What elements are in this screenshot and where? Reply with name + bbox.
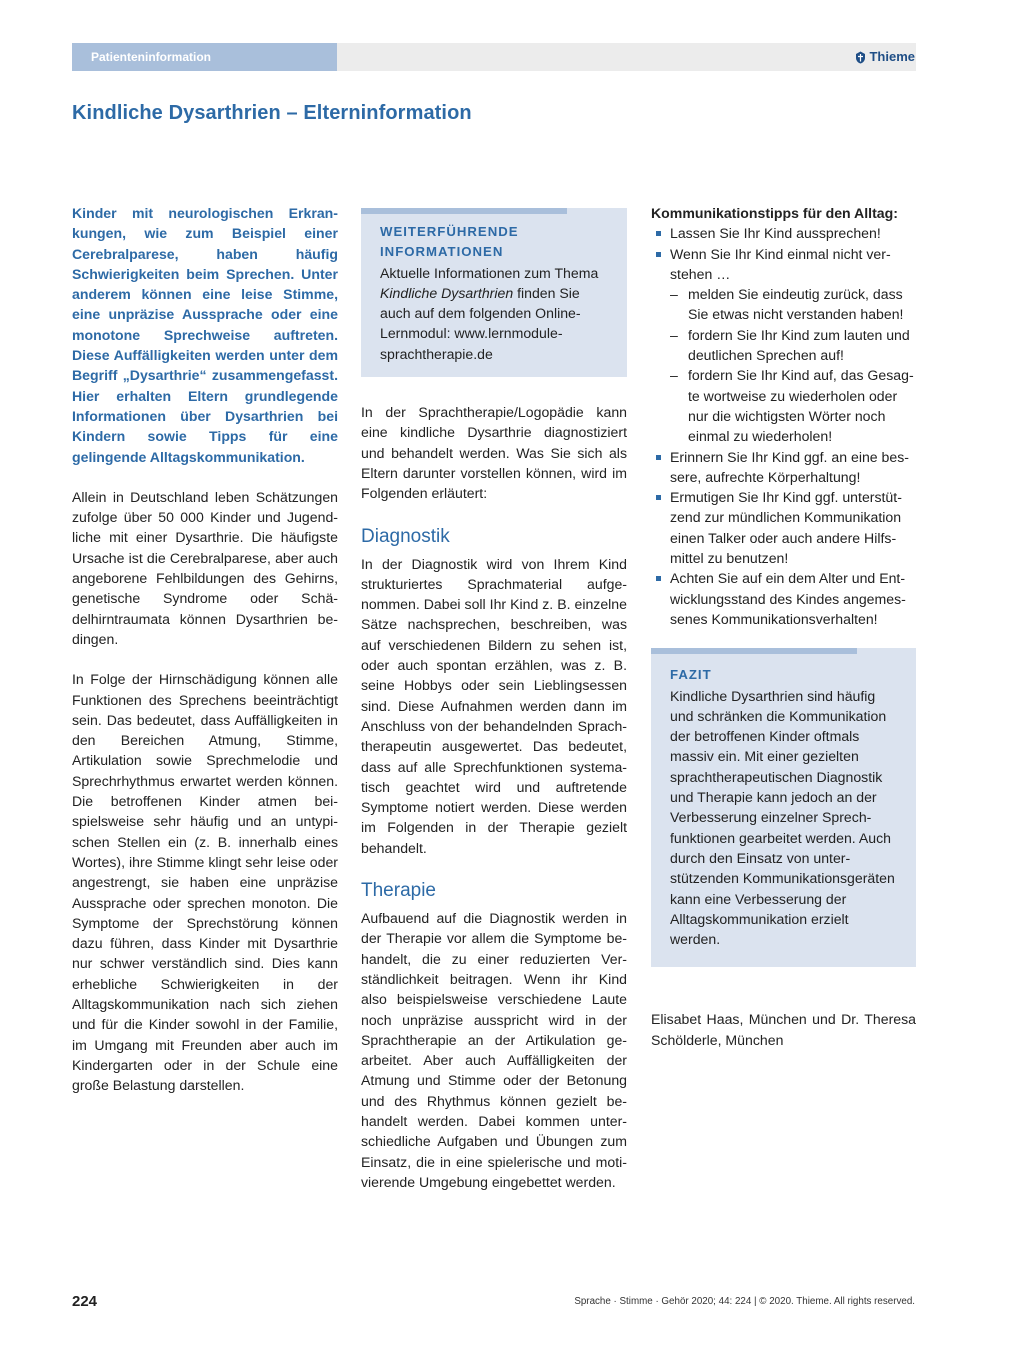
thieme-emblem-icon xyxy=(855,51,866,64)
therapie-paragraph: Aufbauend auf die Diagnostik werden in der Therapie vor allem die Symptome behandelt, die zu einer reduzierten Verständlichkeit beitragen. Wenn ihr Kind also beispielsweise verschiedene Laute noch unpräzise ausspricht wird in der Sprachtherapie an der Artikulation gearbeitet. Aber auch Auffälligkeiten der Atmung und Stimme oder der Betonung und des Rhythmus können gezielt behandelt werden. Dabei kommen unterschiedliche Aufgaben und Übungen zum Einsatz, die in eine spielerische und motivierende Umgebung eingebettet werden. xyxy=(361,910,627,1190)
info-box-text-part: Aktuelle Informationen zum Thema xyxy=(380,264,599,281)
authors: Elisabet Haas, München und Dr. Theresa Schölderle, München xyxy=(651,1011,916,1048)
page-number: 224 xyxy=(72,1293,98,1310)
body-paragraph: Allein in Deutschland leben Schätzungen zufolge über 50 000 Kinder und Jugendliche mit einer Dysarthrie. Die häufigste Ursache ist die Cerebralparese, aber auch angeborene Fehlbildungen des Gehirns, genetische Syndrome oder Schädelhirntraumata können Dysarthrien bedingen. xyxy=(72,488,338,647)
page-title: Kindliche Dysarthrien – Elterninformation xyxy=(72,102,472,124)
citation: Sprache · Stimme · Gehör 2020; 44: 224 | © 2020. Thieme. All rights reserved. xyxy=(574,1296,915,1307)
list-item: Lassen Sie Ihr Kind aussprechen! xyxy=(651,223,916,243)
column-2 xyxy=(361,203,627,1212)
list-item: Ermutigen Sie Ihr Kind ggf. unterstützend zur mündlichen Kommunikation einen Talker oder auch andere Hilfsmittel zu benutzen! xyxy=(651,487,916,568)
fazit-text: Kindliche Dysarthrien sind häufig und schränken die Kommunikation der betroffenen Kinder oftmals massiv ein. Mit einer gezielten sprachtherapeutischen Diagnostik und Therapie kann jedoch an der Verbesserung einzelner Sprechfunktionen gearbeitet werden. Auch durch den Einsatz von unterstützenden Kommunikationsgeräten kann eine Verbesserung der Alltagskommunikation erzielt werden. xyxy=(670,687,895,948)
sub-list-item: – fordern Sie Ihr Kind auf, das Gesagte wortweise zu wiederholen oder nur die wichtigsten Wörter noch einmal zu wiederholen! xyxy=(670,365,916,446)
sub-list-item: – melden Sie eindeutig zurück, dass Sie etwas nicht verstanden haben! xyxy=(670,284,916,325)
tips-title: Kommunikationstipps für den Alltag: xyxy=(651,205,898,221)
info-box-link-text[interactable]: finden Sie auch auf dem folgenden Online-Lernmodul: www.lernmodule-sprachtherapie.de xyxy=(380,284,581,362)
publisher-logo xyxy=(855,43,915,71)
list-item: Erinnern Sie Ihr Kind ggf. an eine bessere, aufrechte Körperhaltung! xyxy=(651,447,916,488)
section-heading-diagnostik: Diagnostik xyxy=(361,525,450,547)
fazit-box-stripe xyxy=(651,648,857,654)
column-1 xyxy=(72,203,338,1115)
section-heading-therapie: Therapie xyxy=(361,880,436,902)
sub-list-item: – fordern Sie Ihr Kind zum lauten und deutlichen Sprechen auf! xyxy=(670,325,916,366)
column-3 xyxy=(651,203,916,1050)
intro-paragraph: In der Sprachtherapie/Logopädie kann eine kindliche Dysarthrie diagnostiziert und behandelt werden. Was Sie sich als Eltern darunter vorstellen können, wird im Folgenden erläutert: xyxy=(361,404,627,502)
diagnostik-paragraph: In der Diagnostik wird von Ihrem Kind strukturiertes Sprachmaterial aufgenommen. Dabei soll Ihr Kind z. B. einzelne Sätze nachsprechen, beschreiben, was auf verschiedenen Bildern zu sehen ist, oder auch spontan erzählen, was z. B. seine Hobbys oder sein Lieblingsessen sind. Diese Aufnahmen werden dann im Anschluss von der behandelnden Sprachtherapeutin ausgewertet. Das bedeutet, dass auf alle Sprechfunktionen systematisch geachtet wird und auftretende Symptome notiert werden. Diese werden im Folgenden in der Therapie gezielt behandelt. xyxy=(361,555,627,856)
info-box-heading: WEITERFÜHRENDE INFORMATIONEN xyxy=(380,224,519,260)
info-box-text xyxy=(380,263,608,364)
section-label: Patienteninformation xyxy=(72,43,337,71)
list-item xyxy=(651,244,916,447)
info-box-stripe xyxy=(361,208,567,214)
list-item: Achten Sie auf ein dem Alter und Entwicklungsstand des Kindes angemessenes Kommunikationsverhalten! xyxy=(651,568,916,629)
brand-name: Thieme xyxy=(869,49,915,64)
fazit-heading: FAZIT xyxy=(670,667,712,683)
lead-paragraph: Kinder mit neurologischen Erkrankungen, wie zum Beispiel einer Cerebralparese, haben häufig Schwierigkeiten beim Sprechen. Unter anderem können eine leise Stimme, eine unpräzise Aussprache oder eine monotone Sprechweise auftreten. Diese Auffälligkeiten werden unter dem Begriff „Dysarthrie“ zusammengefasst. Hier erhalten Eltern grundlegende Informationen über Dysarthrien bei Kindern sowie Tipps für eine gelingende Alltagskommunikation. xyxy=(72,205,338,465)
sub-list xyxy=(670,284,916,446)
info-box-topic: Kindliche Dysarthrien xyxy=(380,284,514,301)
list-item-text: Wenn Sie Ihr Kind einmal nicht verstehen … xyxy=(670,245,891,282)
fazit-box xyxy=(651,648,916,967)
body-paragraph: In Folge der Hirnschädigung können alle Funktionen des Sprechens beeinträchtigt sein. Das bedeutet, dass Auffälligkeiten in den Bereichen Atmung, Stimme, Artikulation sowie Sprechmelodie und Sprechrhythmus erwartet werden können. Die betroffenen Kinder atmen beispielsweise sehr häufig und an untypischen Stellen ein (z. B. innerhalb eines Wortes), ihre Stimme klingt sehr leise oder angestrengt, sie haben eine unpräzise Aussprache oder sprechen monoton. Die Symptome der Sprechstörung können dazu führen, dass Kinder mit Dysarthrie nur schwer verständlich sind. Dies kann erhebliche Schwierigkeiten in der Alltagskommunikation nach sich ziehen und für die Kinder sowohl in der Familie, im Umgang mit Freunden aber auch im Kindergarten oder in der Schule eine große Belastung darstellen. xyxy=(72,671,338,1094)
tips-list xyxy=(651,223,916,629)
info-box xyxy=(361,208,627,377)
